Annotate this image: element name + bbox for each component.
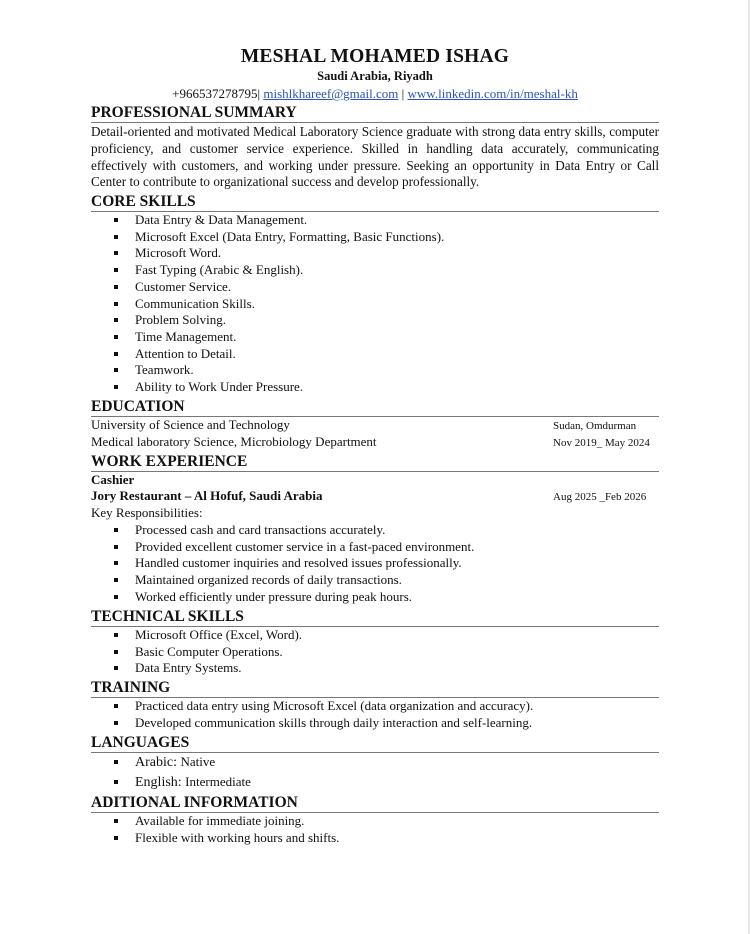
education-location: Sudan, Omdurman [553, 420, 637, 432]
work-responsibilities-label: Key Responsibilities: [91, 505, 203, 520]
summary-text: Detail-oriented and motivated Medical Laboratory Science graduate with strong data entry skills, computer proficiency, and customer service experience. Skilled in handling data accurately, communicating effectively with customers, and working under pressure. Seeking an opportunity in Data Entry or Call Center to contribute to organizational success and develop professionally. [91, 124, 659, 190]
education-institution: University of Science and Technology [91, 417, 290, 432]
languages-list [110, 753, 251, 792]
additional-info-list [110, 813, 339, 846]
list-item [110, 753, 251, 773]
language-level: Intermediate [185, 773, 251, 789]
list-item: Ability to Work Under Pressure. [110, 379, 444, 396]
list-item: Available for immediate joining. [110, 813, 339, 830]
list-item: Communication Skills. [110, 296, 444, 313]
list-item [110, 773, 251, 793]
section-title-core-skills: CORE SKILLS [91, 193, 659, 212]
list-item: Fast Typing (Arabic & English). [110, 262, 444, 279]
work-responsibilities-list [110, 522, 474, 606]
section-title-additional: ADITIONAL INFORMATION [91, 794, 659, 813]
phone-number: +966537278795| [172, 86, 261, 101]
list-item: Maintained organized records of daily transactions. [110, 572, 474, 589]
language-level: Native [180, 754, 216, 769]
section-title-summary: PROFESSIONAL SUMMARY [91, 104, 659, 123]
work-dates: Aug 2025 _Feb 2026 [553, 491, 647, 503]
list-item: Attention to Detail. [110, 346, 444, 363]
candidate-location: Saudi Arabia, Riyadh [317, 69, 433, 83]
list-item: Basic Computer Operations. [110, 644, 302, 661]
list-item: Teamwork. [110, 362, 444, 379]
training-list [110, 698, 533, 731]
education-dates: Nov 2019_ May 2024 [553, 437, 650, 449]
contact-line [0, 86, 750, 102]
core-skills-list [110, 212, 444, 396]
section-title-work: WORK EXPERIENCE [91, 453, 659, 472]
section-title-technical: TECHNICAL SKILLS [91, 608, 659, 627]
section-title-education: EDUCATION [91, 398, 659, 417]
education-degree: Medical laboratory Science, Microbiology Department [91, 434, 377, 449]
list-item: Customer Service. [110, 279, 444, 296]
technical-skills-list [110, 627, 302, 677]
list-item: Data Entry & Data Management. [110, 212, 444, 229]
list-item: Worked efficiently under pressure during peak hours. [110, 589, 474, 606]
list-item: Flexible with working hours and shifts. [110, 830, 339, 847]
contact-separator: | [401, 86, 405, 101]
language-name: Arabic: [135, 755, 177, 770]
list-item: Developed communication skills through daily interaction and self-learning. [110, 715, 533, 732]
list-item: Processed cash and card transactions accurately. [110, 522, 474, 539]
email-link[interactable]: mishlkhareef@gmail.com [263, 86, 399, 101]
list-item: Handled customer inquiries and resolved issues professionally. [110, 555, 474, 572]
section-title-training: TRAINING [91, 679, 659, 698]
list-item: Time Management. [110, 329, 444, 346]
list-item: Provided excellent customer service in a fast-paced environment. [110, 539, 474, 556]
list-item: Microsoft Word. [110, 245, 444, 262]
list-item: Microsoft Office (Excel, Word). [110, 627, 302, 644]
candidate-name: MESHAL MOHAMED ISHAG [240, 46, 510, 67]
section-title-languages: LANGUAGES [91, 734, 659, 753]
list-item: Microsoft Excel (Data Entry, Formatting, Basic Functions). [110, 229, 444, 246]
list-item: Problem Solving. [110, 312, 444, 329]
linkedin-link[interactable]: www.linkedin.com/in/meshal-kh [407, 86, 578, 101]
work-employer: Jory Restaurant – Al Hofuf, Saudi Arabia [91, 488, 323, 503]
language-name: English: [135, 774, 182, 790]
list-item: Practiced data entry using Microsoft Excel (data organization and accuracy). [110, 698, 533, 715]
list-item: Data Entry Systems. [110, 660, 302, 677]
work-role: Cashier [91, 472, 135, 487]
